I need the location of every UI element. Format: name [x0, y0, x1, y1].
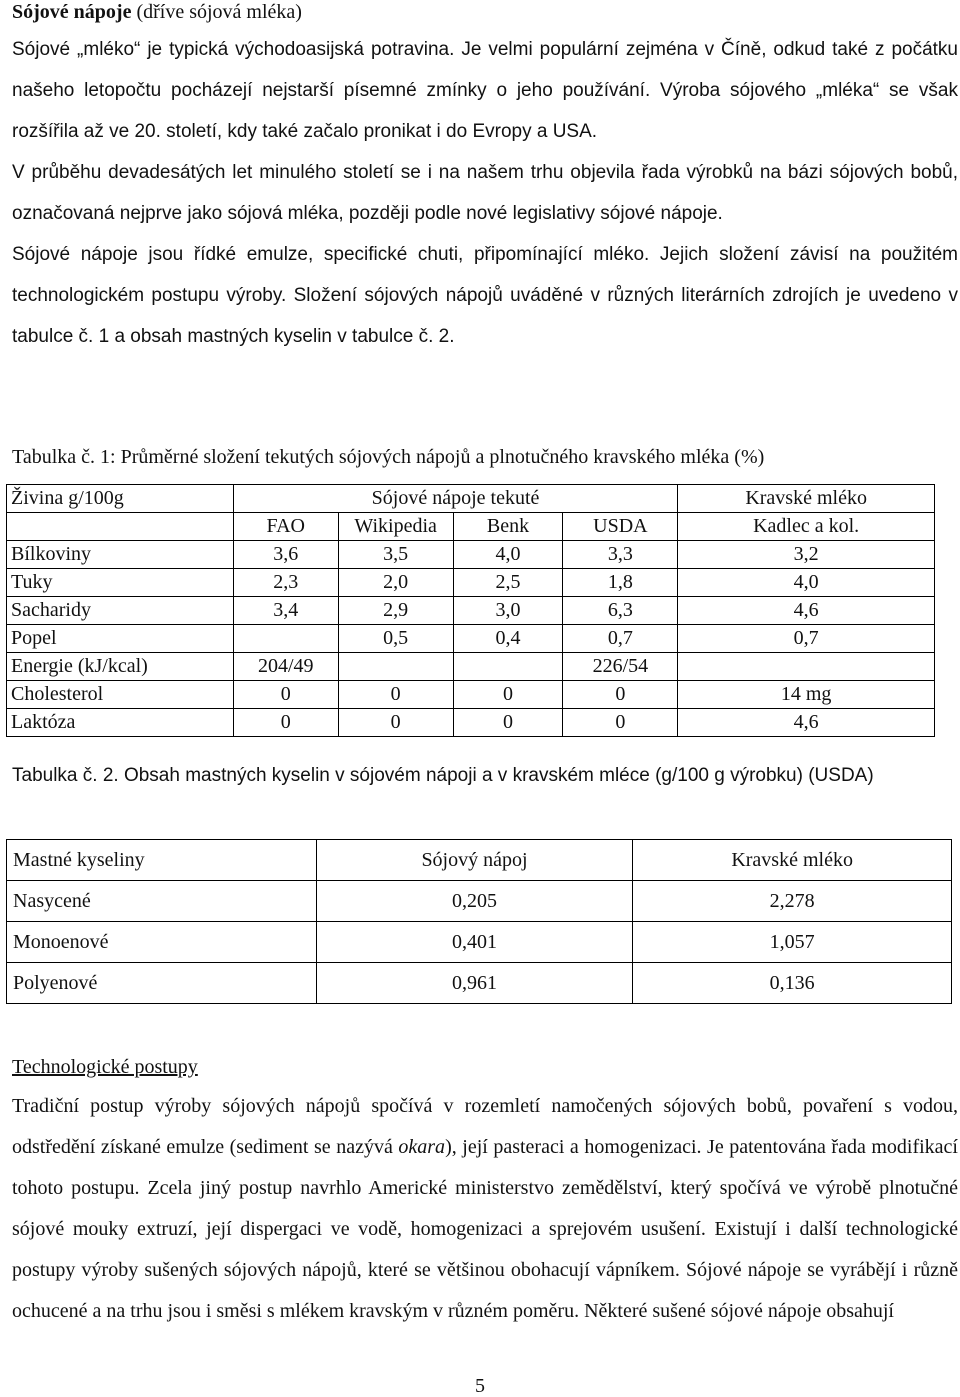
document-heading	[12, 0, 302, 26]
technology-text-italic: okara	[398, 1136, 446, 1158]
cell-wikipedia: 0,5	[338, 625, 453, 653]
cell-fao: 0	[233, 681, 338, 709]
row-label: Laktóza	[7, 709, 234, 737]
cell-benk: 4,0	[453, 541, 563, 569]
cell-milk: 1,057	[633, 922, 952, 963]
page-number: 5	[475, 1375, 485, 1397]
cell-fao: 2,3	[233, 569, 338, 597]
cell-wikipedia: 2,0	[338, 569, 453, 597]
cell-fao: 0	[233, 709, 338, 737]
table1-header-nutrient: Živina g/100g	[7, 485, 234, 513]
cell-milk	[678, 653, 935, 681]
cell-soy: 0,205	[316, 881, 633, 922]
table1-header-row	[7, 485, 935, 513]
intro-paragraph-3: Sójové nápoje jsou řídké emulze, specifické chuti, připomínající mléko. Jejich složení závisí na použitém technologickém postupu výroby. Složení sójových nápojů uváděné v různých literárních zdrojích je uvedeno v tabulce č. 1 a obsah mastných kyselin v tabulce č. 2.	[12, 244, 958, 347]
table1-header-milk: Kravské mléko	[678, 485, 935, 513]
cell-wikipedia: 3,5	[338, 541, 453, 569]
table-row	[7, 963, 952, 1004]
cell-wikipedia: 0	[338, 709, 453, 737]
table1-subheader-kadlec: Kadlec a kol.	[678, 513, 935, 541]
cell-usda: 226/54	[563, 653, 678, 681]
cell-soy: 0,401	[316, 922, 633, 963]
section-title-technology: Technologické postupy	[12, 1056, 198, 1078]
technology-text-part-1: Tradiční postup výroby sójových nápojů spočívá v rozemletí namočených sójových bobů, povaření s vodou, odstředění získané emulze (sediment se nazývá	[12, 1095, 958, 1158]
intro-paragraph-2: V průběhu devadesátých let minulého století se i na našem trhu objevila řada výrobků na bázi sójových bobů, označovaná nejprve jako sójová mléka, později podle nové legislativy sójové nápoje.	[12, 162, 958, 224]
cell-milk: 0,136	[633, 963, 952, 1004]
cell-benk: 0	[453, 709, 563, 737]
cell-fao: 204/49	[233, 653, 338, 681]
table-row	[7, 922, 952, 963]
table-row	[7, 681, 935, 709]
cell-wikipedia	[338, 653, 453, 681]
table1-subheader-wikipedia: Wikipedia	[338, 513, 453, 541]
table1-subheader-empty	[7, 513, 234, 541]
cell-soy: 0,961	[316, 963, 633, 1004]
table1-nutrition	[6, 484, 935, 737]
table-row	[7, 597, 935, 625]
table1-caption: Tabulka č. 1: Průměrné složení tekutých sójových nápojů a plnotučného kravského mléka (%)	[12, 446, 765, 468]
table1-subheader-fao: FAO	[233, 513, 338, 541]
table1-subheader-usda: USDA	[563, 513, 678, 541]
table2-header-fatty-acids: Mastné kyseliny	[7, 840, 317, 881]
cell-benk: 2,5	[453, 569, 563, 597]
cell-wikipedia: 2,9	[338, 597, 453, 625]
intro-section	[12, 29, 958, 357]
cell-milk: 2,278	[633, 881, 952, 922]
cell-fao: 3,4	[233, 597, 338, 625]
cell-milk: 0,7	[678, 625, 935, 653]
row-label: Energie (kJ/kcal)	[7, 653, 234, 681]
cell-usda: 0	[563, 709, 678, 737]
row-label: Nasycené	[7, 881, 317, 922]
cell-fao: 3,6	[233, 541, 338, 569]
cell-milk: 4,0	[678, 569, 935, 597]
table2-header-milk: Kravské mléko	[633, 840, 952, 881]
row-label: Monoenové	[7, 922, 317, 963]
cell-fao	[233, 625, 338, 653]
cell-milk: 4,6	[678, 597, 935, 625]
cell-usda: 1,8	[563, 569, 678, 597]
heading-title: Sójové nápoje	[12, 1, 132, 23]
table2-header-row	[7, 840, 952, 881]
row-label: Bílkoviny	[7, 541, 234, 569]
table-row	[7, 625, 935, 653]
row-label: Polyenové	[7, 963, 317, 1004]
table-row	[7, 569, 935, 597]
cell-usda: 3,3	[563, 541, 678, 569]
cell-wikipedia: 0	[338, 681, 453, 709]
cell-usda: 6,3	[563, 597, 678, 625]
heading-subtitle: (dříve sójová mléka)	[131, 1, 302, 23]
technology-paragraph	[12, 1086, 958, 1332]
row-label: Cholesterol	[7, 681, 234, 709]
table-row	[7, 653, 935, 681]
cell-milk: 4,6	[678, 709, 935, 737]
table2-fatty-acids	[6, 839, 952, 1004]
cell-usda: 0,7	[563, 625, 678, 653]
cell-milk: 3,2	[678, 541, 935, 569]
table-row	[7, 881, 952, 922]
row-label: Sacharidy	[7, 597, 234, 625]
cell-benk: 3,0	[453, 597, 563, 625]
table1-subheader-row	[7, 513, 935, 541]
cell-milk: 14 mg	[678, 681, 935, 709]
table1-subheader-benk: Benk	[453, 513, 563, 541]
table2-caption: Tabulka č. 2. Obsah mastných kyselin v sójovém nápoji a v kravském mléce (g/100 g výrobku) (USDA)	[12, 765, 874, 786]
table1-header-soy-group: Sójové nápoje tekuté	[233, 485, 678, 513]
cell-usda: 0	[563, 681, 678, 709]
cell-benk: 0,4	[453, 625, 563, 653]
table-row	[7, 709, 935, 737]
row-label: Popel	[7, 625, 234, 653]
table-row	[7, 541, 935, 569]
technology-text-part-2: ), její pasteraci a homogenizaci. Je patentována řada modifikací tohoto postupu. Zcela jiný postup navrhlo Americké ministerstvo zemědělství, který spočívá ve výrobě plnotučné sójové mouky extruzí, její dispergaci ve vodě, homogenizaci a sprejovém usušení. Existují i další technologické postupy výroby sušených sójových nápojů, které se většinou obohacují vápníkem. Sójové nápoje se vyrábějí i různě ochucené a na trhu jsou i směsi s mlékem kravským v různém poměru. Některé sušené sójové nápoje obsahují	[12, 1136, 958, 1322]
cell-benk: 0	[453, 681, 563, 709]
table2-header-soy: Sójový nápoj	[316, 840, 633, 881]
row-label: Tuky	[7, 569, 234, 597]
cell-benk	[453, 653, 563, 681]
intro-paragraph-1: Sójové „mléko“ je typická východoasijská potravina. Je velmi populární zejména v Číně, odkud také z počátku našeho letopočtu pocházejí nejstarší písemné zmínky o jeho používání. Výroba sójového „mléka“ se však rozšířila až ve 20. století, kdy také začalo pronikat i do Evropy a USA.	[12, 39, 958, 142]
